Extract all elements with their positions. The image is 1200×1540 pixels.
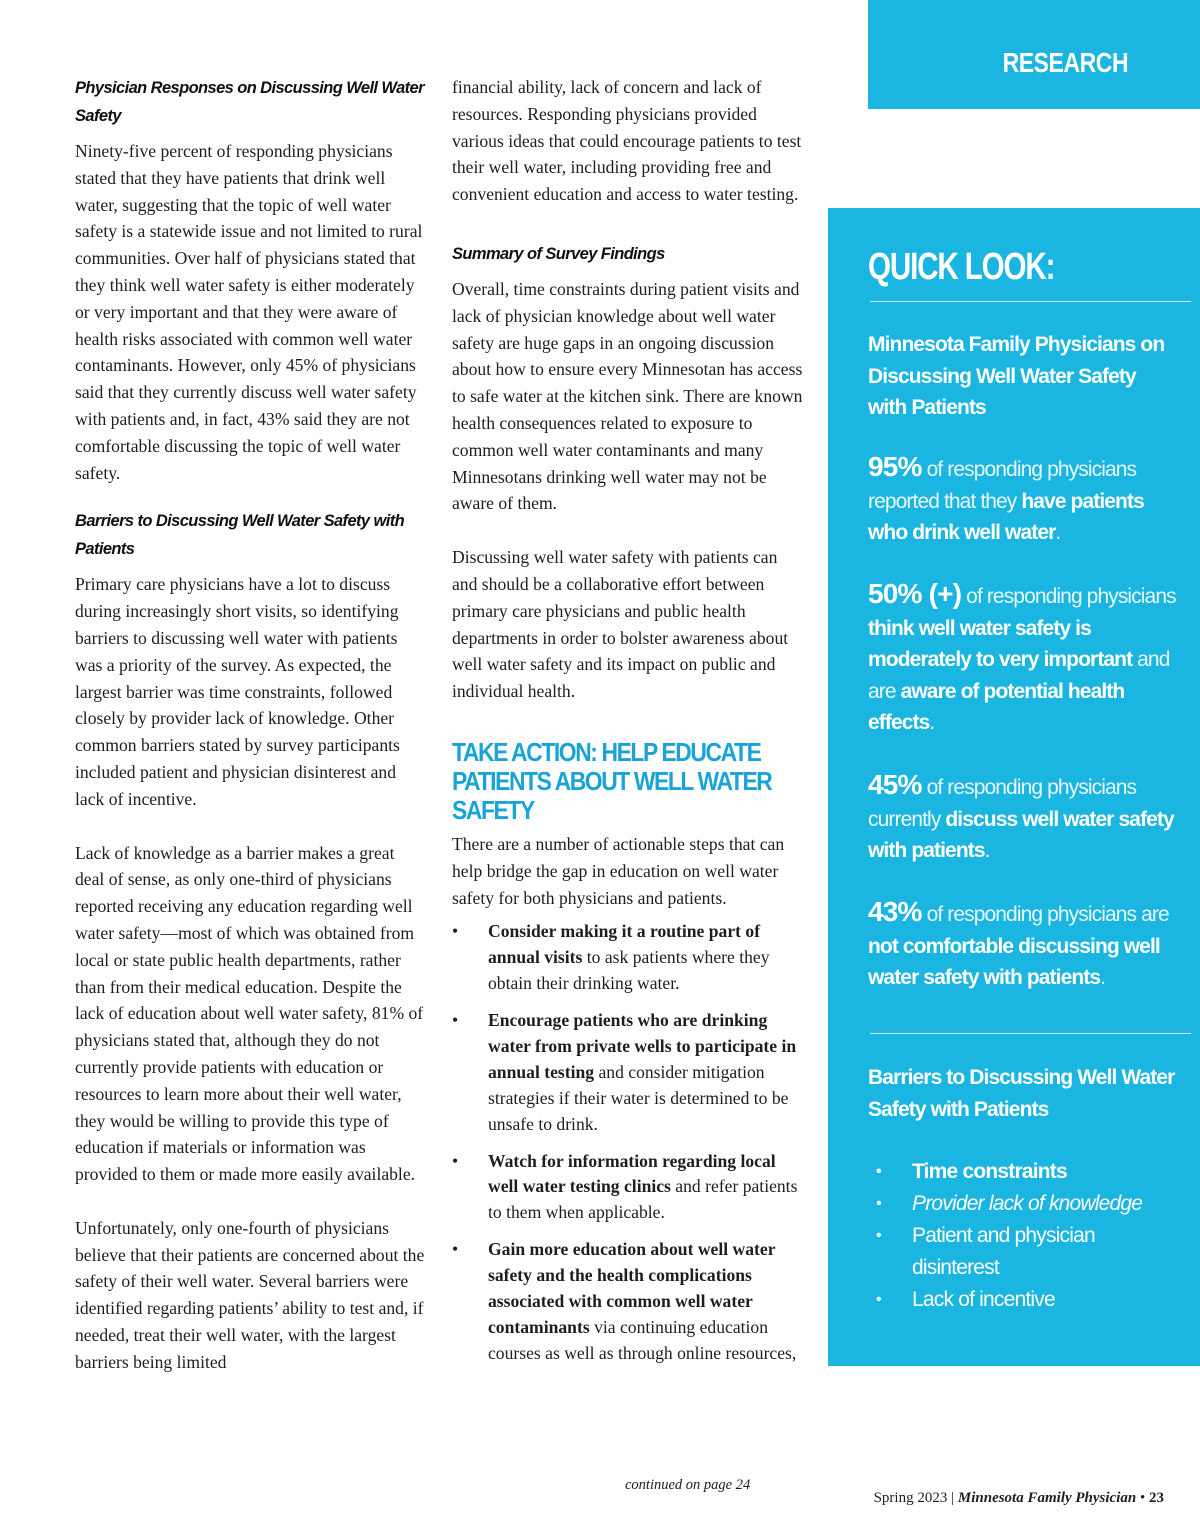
list-item: • Patient and physician disinterest bbox=[876, 1220, 1176, 1284]
paragraph: Discussing well water safety with patients can and should be a collaborative effort between primary care physicians and public health departments in order to bolster awareness about well water safety and its impact on public and individual health. bbox=[452, 547, 789, 702]
list-item: • Consider making it a routine part of annual visits to ask patients where they obtain their drinking water. bbox=[452, 919, 804, 997]
list-item: • Provider lack of knowledge bbox=[876, 1188, 1176, 1220]
quick-look-panel bbox=[828, 208, 1200, 1366]
magazine-title: Minnesota Family Physician bbox=[957, 1490, 1137, 1506]
take-action-heading: TAKE ACTION: HELP EDUCATE PATIENTS ABOUT WELL WATER SAFETY bbox=[452, 736, 772, 825]
list-item: • Gain more education about well water safety and the health complications associated with common well water contaminants via continuing education courses as well as through online resources, bbox=[452, 1237, 804, 1367]
paragraph: Overall, time constraints during patient visits and lack of physician knowledge about well water safety are huge gaps in an ongoing discussion about how to ensure every Minnesotan has access to safe water at the kitchen sink. There are known health consequences related to exposure to common well water contaminants and many Minnesotans drinking well water may not be aware of them. bbox=[452, 278, 803, 514]
stat-block: 50% (+) of responding physicians think well water safety is moderately to very important and are aware of potential health effects. bbox=[868, 578, 1176, 734]
page-footer bbox=[874, 1490, 1164, 1507]
paragraph: financial ability, lack of concern and lack of resources. Responding physicians provided various ideas that could encourage patients to test their well water, including providing free and convenient education and access to water testing. bbox=[452, 77, 802, 205]
quick-look-heading: Minnesota Family Physicians on Discussing Well Water Safety with Patients bbox=[868, 333, 1165, 419]
divider bbox=[870, 1033, 1191, 1034]
barriers-heading: Barriers to Discussing Well Water Safety with Patients bbox=[868, 1066, 1175, 1121]
divider bbox=[870, 301, 1191, 302]
footer-separator: | bbox=[951, 1490, 955, 1506]
paragraph: Ninety-five percent of responding physicians stated that they have patients that drink well water, suggesting that the topic of well water safety is a statewide issue and not limited to rural communities. Over half of physicians stated that they think well water safety is either moderately or very important and that they were aware of health risks associated with common well water contaminants. However, only 45% of physicians said that they currently discuss well water safety with patients and, in fact, 43% said they are not comfortable discussing the topic of well water safety. bbox=[75, 141, 423, 483]
subhead-barriers: Barriers to Discussing Well Water Safety with Patients bbox=[75, 512, 405, 559]
article-column-2 bbox=[452, 74, 804, 1378]
subhead-summary: Summary of Survey Findings bbox=[452, 244, 665, 263]
article-column-1 bbox=[75, 74, 427, 1376]
action-list bbox=[452, 919, 804, 1367]
subhead-physician-responses: Physician Responses on Discussing Well Water Safety bbox=[75, 79, 424, 125]
stat-block: 45% of responding physicians currently discuss well water safety with patients. bbox=[868, 769, 1174, 862]
list-item: • Time constraints bbox=[876, 1156, 1176, 1188]
continued-note: continued on page 24 bbox=[625, 1477, 751, 1493]
stat-block: 95% of responding physicians reported that they have patients who drink well water. bbox=[868, 451, 1144, 544]
section-tab bbox=[868, 0, 1200, 109]
paragraph: Unfortunately, only one-fourth of physicians believe that their patients are concerned about the safety of their well water. Several barriers were identified regarding patients’ ability to test and, if needed, treat their well water, with the largest barriers being limited bbox=[75, 1217, 425, 1372]
paragraph: Primary care physicians have a lot to discuss during increasingly short visits, so identifying barriers to discussing well water with patients was a priority of the survey. As expected, the largest barrier was time constraints, followed closely by provider lack of knowledge. Other common barriers stated by survey participants included patient and physician disinterest and lack of incentive. bbox=[75, 574, 400, 809]
barriers-list bbox=[876, 1156, 1176, 1316]
issue-date: Spring 2023 bbox=[873, 1490, 948, 1506]
section-label: RESEARCH bbox=[1002, 47, 1128, 78]
paragraph: Lack of knowledge as a barrier makes a great deal of sense, as only one-third of physicians reported receiving any education regarding well water safety—most of which was obtained from local or state public health departments, rather than from their medical education. Despite the lack of education about well water safety, 81% of physicians stated that, although they do not currently provide patients with education or resources to learn more about their well water, they would be willing to provide this type of education if materials or information was provided to them or made more easily available. bbox=[75, 842, 424, 1185]
list-item: • Lack of incentive bbox=[876, 1284, 1176, 1316]
page-number: 23 bbox=[1149, 1490, 1164, 1506]
list-item: • Encourage patients who are drinking water from private wells to participate in annual testing and consider mitigation strategies if their water is determined to be unsafe to drink. bbox=[452, 1008, 804, 1138]
quick-look-title: QUICK LOOK: bbox=[868, 246, 1055, 288]
list-item: • Watch for information regarding local well water testing clinics and refer patients to them when applicable. bbox=[452, 1149, 804, 1227]
paragraph: There are a number of actionable steps that can help bridge the gap in education on well water safety for both physicians and patients. bbox=[452, 833, 785, 908]
stat-block: 43% of responding physicians are not comfortable discussing well water safety with patients. bbox=[868, 896, 1169, 989]
footer-bullet: • bbox=[1139, 1490, 1146, 1506]
